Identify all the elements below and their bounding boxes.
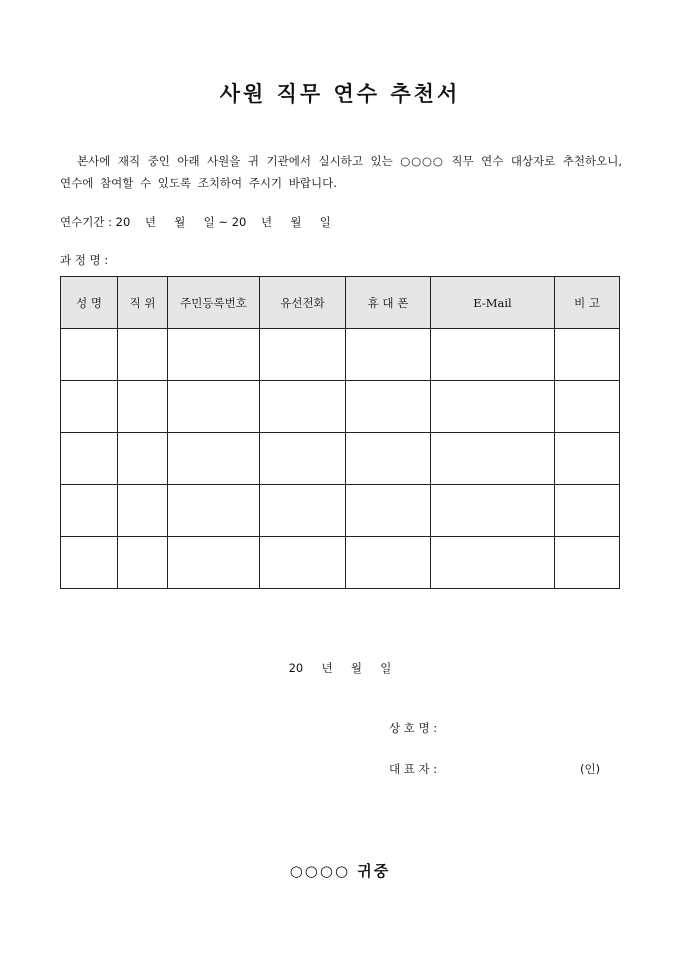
table-cell[interactable] [168, 537, 260, 589]
table-cell[interactable] [555, 537, 620, 589]
table-cell[interactable] [61, 329, 118, 381]
table-cell[interactable] [431, 433, 555, 485]
table-cell[interactable] [168, 381, 260, 433]
recommendation-table [60, 276, 620, 589]
representative-label: 대 표 자 : [389, 762, 438, 776]
table-cell[interactable] [61, 433, 118, 485]
table-cell[interactable] [118, 329, 168, 381]
document-title: 사원 직무 연수 추천서 [219, 81, 461, 106]
table-cell[interactable] [260, 485, 346, 537]
header-name: 성 명 [61, 277, 118, 329]
table-cell[interactable] [168, 485, 260, 537]
table-row [61, 537, 620, 589]
table-cell[interactable] [346, 485, 431, 537]
table-cell[interactable] [168, 329, 260, 381]
table-cell[interactable] [118, 381, 168, 433]
table-cell[interactable] [118, 433, 168, 485]
header-landline: 유선전화 [260, 277, 346, 329]
table-cell[interactable] [555, 329, 620, 381]
table-cell[interactable] [260, 381, 346, 433]
table-cell[interactable] [346, 381, 431, 433]
header-position: 직 위 [118, 277, 168, 329]
table-cell[interactable] [431, 381, 555, 433]
table-cell[interactable] [61, 537, 118, 589]
header-remarks: 비 고 [555, 277, 620, 329]
table-cell[interactable] [431, 485, 555, 537]
table-cell[interactable] [168, 433, 260, 485]
table-cell[interactable] [555, 485, 620, 537]
seal-mark: (인) [580, 762, 601, 776]
table-cell[interactable] [118, 537, 168, 589]
addressee: ○○○○ 귀중 [289, 862, 391, 880]
table-cell[interactable] [346, 433, 431, 485]
table-cell[interactable] [61, 485, 118, 537]
training-period-line: 연수기간 : 20 년 월 일 ~ 20 년 월 일 [60, 215, 331, 229]
table-cell[interactable] [118, 485, 168, 537]
table-cell[interactable] [431, 537, 555, 589]
table-cell[interactable] [260, 329, 346, 381]
table-cell[interactable] [61, 381, 118, 433]
header-email: E-Mail [431, 277, 555, 329]
table-cell[interactable] [431, 329, 555, 381]
course-name-line: 과 정 명 : [60, 253, 109, 267]
table-cell[interactable] [260, 433, 346, 485]
header-mobile: 휴 대 폰 [346, 277, 431, 329]
table-row [61, 381, 620, 433]
table-body [61, 329, 620, 589]
table-row [61, 329, 620, 381]
table-cell[interactable] [346, 329, 431, 381]
table-cell[interactable] [346, 537, 431, 589]
table-row [61, 433, 620, 485]
table-header-row [61, 277, 620, 329]
table-cell[interactable] [555, 381, 620, 433]
date-line: 20 년 월 일 [288, 661, 392, 675]
table-cell[interactable] [555, 433, 620, 485]
table-row [61, 485, 620, 537]
table-cell[interactable] [260, 537, 346, 589]
company-name-label: 상 호 명 : [389, 721, 438, 735]
intro-paragraph: 본사에 재직 중인 아래 사원을 귀 기관에서 실시하고 있는 ○○○○ 직무 연수 대상자로 추천하오니, 연수에 참여할 수 있도록 조치하여 주시기 바랍니다. [60, 154, 622, 190]
header-resident-number: 주민등록번호 [168, 277, 260, 329]
